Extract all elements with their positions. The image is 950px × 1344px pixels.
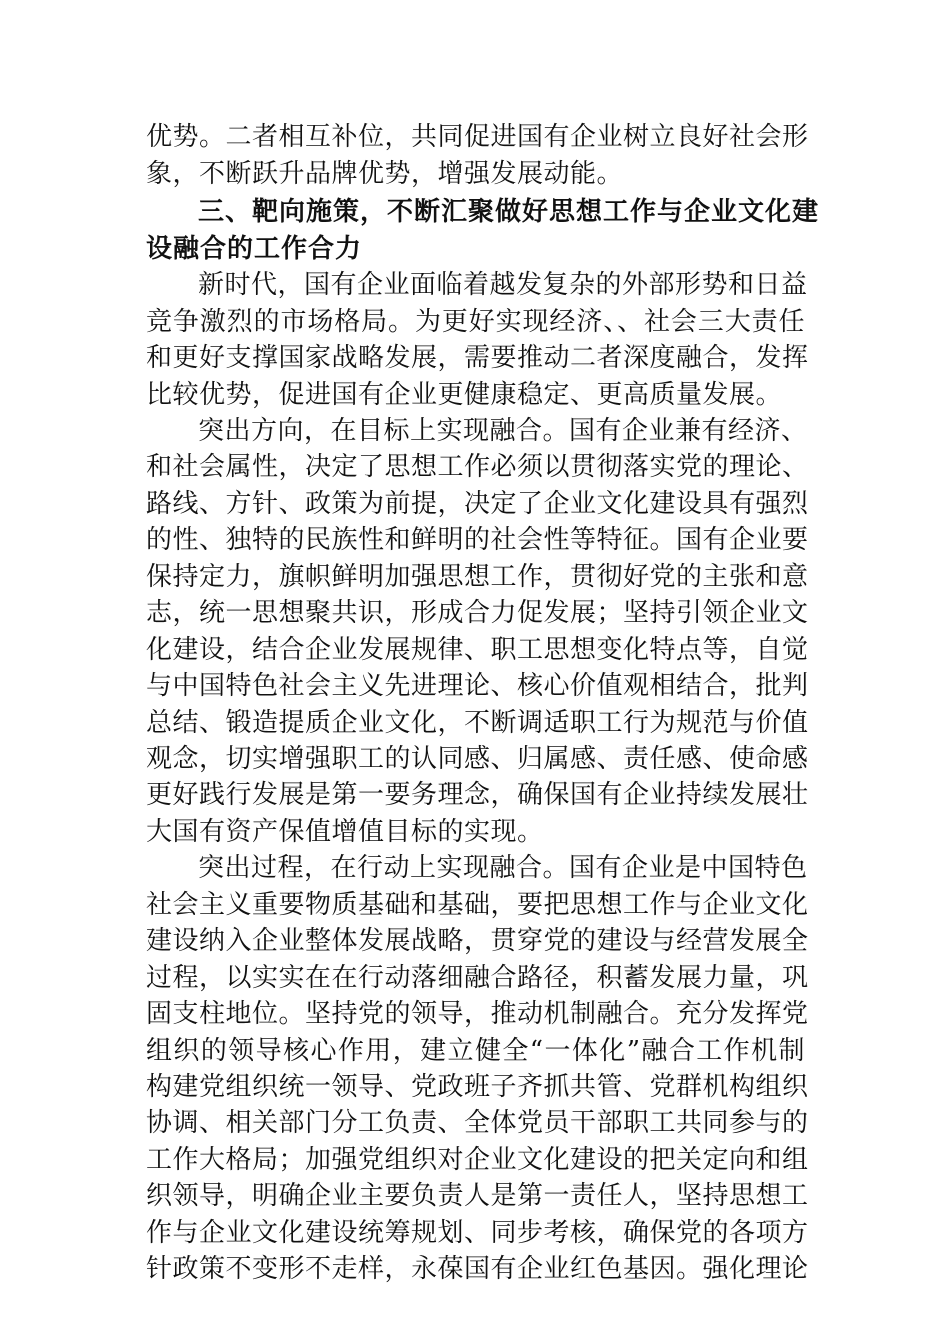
body-line: 协调、相关部门分工负责、全体党员干部职工共同参与的 [146,1108,809,1138]
body-line: 保持定力，旗帜鲜明加强思想工作，贯彻好党的主张和意 [146,562,809,592]
body-line: 与中国特色社会主义先进理论、核心价值观相结合，批判 [146,671,809,701]
body-line: 大国有资产保值增值目标的实现。 [146,817,544,847]
body-line: 过程，以实实在在行动落细融合路径，积蓄发展力量，巩 [146,963,809,993]
body-line: 新时代，国有企业面临着越发复杂的外部形势和日益 [198,270,808,300]
body-line: 针政策不变形不走样，永葆国有企业红色基因。强化理论 [146,1254,809,1284]
body-line: 总结、锻造提质企业文化，不断调适职工行为规范与价值 [146,708,809,738]
body-line: 作与企业文化建设统筹规划、同步考核，确保党的各项方 [146,1218,809,1248]
section-heading: 设融合的工作合力 [146,234,363,264]
body-line: 固支柱地位。坚持党的领导，推动机制融合。充分发挥党 [146,999,809,1029]
body-line: 比较优势，促进国有企业更健康稳定、更高质量发展。 [146,380,783,410]
section-heading: 三、靶向施策，不断汇聚做好思想工作与企业文化建 [198,197,820,227]
body-line: 和社会属性，决定了思想工作必须以贯彻落实党的理论、 [146,452,809,482]
body-line: 的性、独特的民族性和鲜明的社会性等特征。国有企业要 [146,525,809,555]
body-line: 竞争激烈的市场格局。为更好实现经济、、社会三大责任 [146,307,805,337]
body-line: 志，统一思想聚共识，形成合力促发展；坚持引领企业文 [146,598,809,628]
body-line: 组织的领导核心作用，建立健全“一体化”融合工作机制 [146,1036,805,1066]
body-line: 建设纳入企业整体发展战略，贯穿党的建设与经营发展全 [146,926,809,956]
body-line: 织领导，明确企业主要负责人是第一责任人，坚持思想工 [146,1181,809,1211]
body-line: 工作大格局；加强党组织对企业文化建设的把关定向和组 [146,1145,809,1175]
body-line: 和更好支撑国家战略发展，需要推动二者深度融合，发挥 [146,343,809,373]
body-line: 社会主义重要物质基础和基础，要把思想工作与企业文化 [146,890,809,920]
body-line: 观念，切实增强职工的认同感、归属感、责任感、使命感 [146,744,809,774]
body-line: 突出方向，在目标上实现融合。国有企业兼有经济、 [198,416,808,446]
body-line: 更好践行发展是第一要务理念，确保国有企业持续发展壮 [146,780,809,810]
body-line: 构建党组织统一领导、党政班子齐抓共管、党群机构组织 [146,1072,809,1102]
body-line: 路线、方针、政策为前提，决定了企业文化建设具有强烈 [146,489,809,519]
body-line: 化建设，结合企业发展规律、职工思想变化特点等，自觉 [146,635,809,665]
body-line: 优势。二者相互补位，共同促进国有企业树立良好社会形 [146,122,809,152]
body-line: 突出过程，在行动上实现融合。国有企业是中国特色 [198,853,808,883]
body-line: 象，不断跃升品牌优势，增强发展动能。 [146,159,624,189]
